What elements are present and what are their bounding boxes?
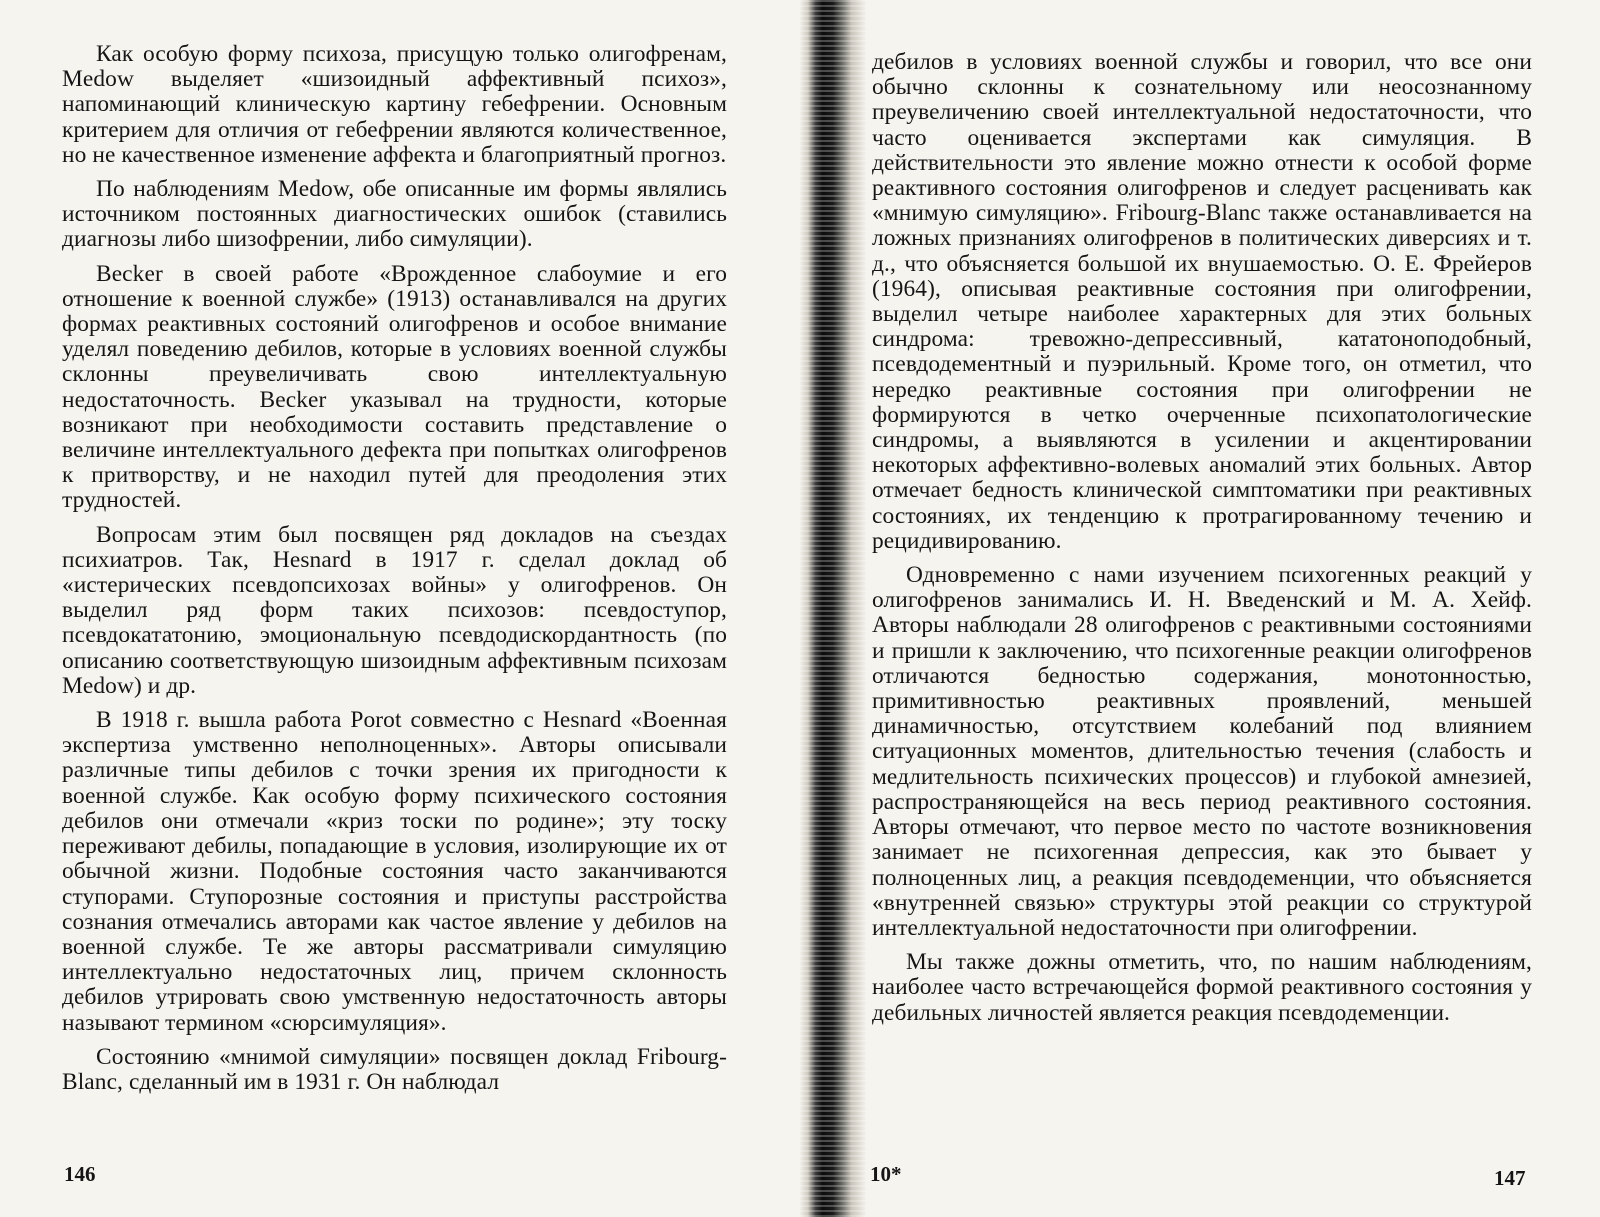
- paragraph: Вопросам этим был посвящен ряд докладов на съездах психиатров. Так, Hesnard в 1917 г. сделал доклад об «истерических псевдопсихозах войны» у олигофренов. Он выделил ряд форм таких психозов: псевдоступор, псевдокататонию, эмоциональную псевдодискордантность (по описанию соответствующую шизоидным аффективным психозам Medow) и др.: [62, 521, 727, 699]
- paragraph: В 1918 г. вышла работа Porot совместно с Hesnard «Военная экспертиза умственно неполноценных». Авторы описывали различные типы дебилов с точки зрения их пригодности к военной службе. Как особую форму психического состояния дебилов они отмечали «криз тоски по родине»; эту тоску переживают дебилы, попадающие в условия, изолирующие их от обычной жизни. Подобные состояния часто заканчиваются ступорами. Ступорозные состояния и приступы расстройства сознания отмечались авторами как частое явление у дебилов на военной службе. Те же авторы рассматривали симуляцию интеллектуально недостаточных лиц, причем склонность дебилов утрировать свою умственную недостаточность авторы называют термином «сюрсимуляция».: [62, 707, 727, 1036]
- paragraph: Как особую форму психоза, присущую только олигофренам, Medow выделяет «шизоидный аффективный психоз», напоминающий клиническую картину гебефрении. Основным критерием для отличия от гебефрении являются количественное, но не качественное изменение аффекта и благоприятный прогноз.: [62, 41, 727, 168]
- signature-mark: 10*: [870, 1162, 902, 1186]
- page-number-left: 146: [64, 1162, 96, 1186]
- paragraph: Мы также дожны отметить, что, по нашим наблюдениям, наиболее часто встречающейся формой реактивного состояния у дебильных личностей является реакция псевдодеменции.: [872, 949, 1532, 1026]
- page-number-right: 147: [1494, 1166, 1526, 1190]
- paragraph: дебилов в условиях военной службы и говорил, что все они обычно склонны к сознательному или неосознанному преувеличению своей интеллектуальной недостаточности, что часто оценивается экспертами как симуляция. В действительности это явление можно отнести к особой форме реактивного состояния олигофренов и следует расценивать как «мнимую симуляцию». Fribourg-Blanc также останавливается на ложных признаниях олигофренов в политических диверсиях и т. д., что объясняется большой их внушаемостью. О. Е. Фрейеров (1964), описывая реактивные состояния при олигофрении, выделил четыре наиболее характерных для этих больных синдрома: тревожно-депрессивный, кататоноподобный, псевдодементный и пуэрильный. Кроме того, он отметил, что нередко реактивные состояния при олигофрении не формируются в четко очерченные психопатологические синдромы, а выявляются в усилении и акцентировании некоторых аффективно-волевых аномалий этих больных. Автор отмечает бедность клинической симптоматики при реактивных состояниях, их тенденцию к протрагированному течению и рецидивированию.: [872, 49, 1532, 554]
- paragraph: По наблюдениям Medow, обе описанные им формы являлись источником постоянных диагностических ошибок (ставились диагнозы либо шизофрении, либо симуляции).: [62, 176, 727, 253]
- left-page-text: [62, 42, 727, 1104]
- paragraph: Одновременно с нами изучением психогенных реакций у олигофренов занимались И. Н. Введенский и М. А. Хейф. Авторы наблюдали 28 олигофренов с реактивными состояниями и пришли к заключению, что психогенные реакции олигофренов отличаются бедностью содержания, монотонностью, примитивностью реактивных проявлений, меньшей динамичностью, отсутствием колебаний под влиянием ситуационных моментов, длительностью течения (слабость и медлительность психических процессов) и глубокой амнезией, распространяющейся на весь период реактивного состояния. Авторы отмечают, что первое место по частоте возникновения занимает не психогенная депрессия, как это бывает у полноценных лиц, а реакция псевдодеменции, что объясняется «внутренней связью» структуры этой реакции со структурой интеллектуальной недостаточности при олигофрении.: [872, 562, 1532, 941]
- right-page-text: [872, 50, 1532, 1035]
- paragraph: Состоянию «мнимой симуляции» посвящен доклад Fribourg-Blanc, сделанный им в 1931 г. Он наблюдал: [62, 1043, 727, 1095]
- book-gutter-shadow: [800, 0, 866, 1217]
- right-page: [870, 0, 1600, 1217]
- paragraph: Becker в своей работе «Врожденное слабоумие и его отношение к военной службе» (1913) останавливался на других формах реактивных состояний олигофренов и особое внимание уделял поведению дебилов, которые в условиях военной службы склонны преувеличивать свою интеллектуальную недостаточность. Becker указывал на трудности, которые возникают при необходимости составить представление о величине интеллектуального дефекта при попытках олигофренов к притворству, и не находил путей для преодоления этих трудностей.: [62, 260, 727, 514]
